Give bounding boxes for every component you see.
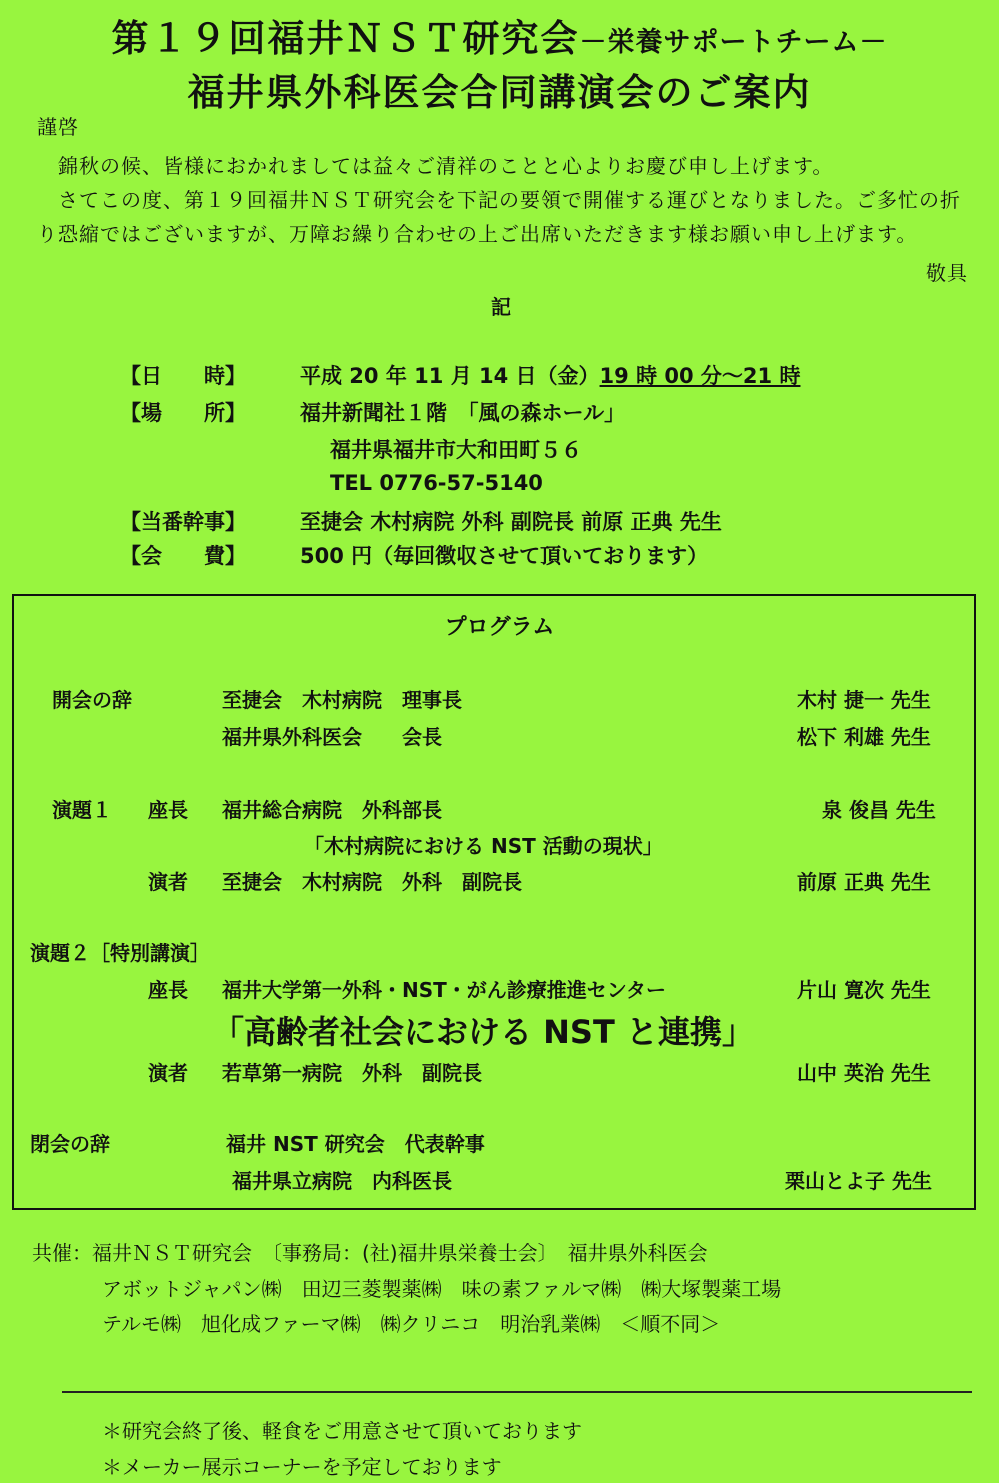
title-main: 第１９回福井ＮＳＴ研究会: [111, 17, 580, 60]
host-value: 至捷会 木村病院 外科 副院長 前原 正典 先生: [300, 510, 722, 534]
telephone: TEL 0776-57-5140: [330, 471, 543, 495]
program-heading: プログラム: [444, 615, 555, 640]
talk1-speaker-name: 前原 正典 先生: [797, 870, 931, 894]
letter-para-2-line-1: さてこの度、第１９回福井ＮＳＴ研究会を下記の要領で開催する運びとなりました。ご多忙の折: [58, 188, 961, 212]
host-label: 【当番幹事】: [120, 510, 246, 534]
place-value: 福井新聞社１階 「風の森ホール」: [300, 401, 626, 425]
place-label: 【場 所】: [120, 401, 246, 425]
greeting: 謹啓: [37, 115, 79, 139]
divider-line: [62, 1391, 972, 1393]
talk2-speaker-role: 演者: [148, 1061, 188, 1085]
opening-label: 開会の辞: [52, 688, 132, 712]
fee-value: 500 円（毎回徴収させて頂いております）: [300, 544, 709, 568]
note-2: ＊メーカー展示コーナーを予定しております: [102, 1455, 502, 1479]
closing-word: 敬具: [926, 261, 968, 285]
opening-aff-2: 福井県外科医会 会長: [222, 725, 442, 749]
sponsors-line-3: テルモ㈱ 旭化成ファーマ㈱ ㈱クリニコ 明治乳業㈱ ＜順不同＞: [102, 1312, 721, 1336]
talk1-chair-aff: 福井総合病院 外科部長: [222, 798, 442, 822]
datetime-label: 【日 時】: [120, 364, 246, 388]
address: 福井県福井市大和田町５６: [330, 438, 582, 462]
talk1-title: 「木村病院における NST 活動の現状」: [304, 834, 663, 858]
note-1: ＊研究会終了後、軽食をご用意させて頂いております: [102, 1419, 582, 1443]
sponsors-line-2: アボットジャパン㈱ 田辺三菱製薬㈱ 味の素ファルマ㈱ ㈱大塚製薬工場: [102, 1277, 782, 1301]
talk2-chair-aff: 福井大学第一外科・NST・がん診療推進センター: [222, 978, 666, 1002]
title-line-1: [0, 8, 999, 62]
talk2-chair-name: 片山 寛次 先生: [797, 978, 931, 1002]
opening-name-1: 木村 捷一 先生: [797, 688, 931, 712]
talk1-speaker-role: 演者: [148, 870, 188, 894]
datetime-value: [300, 360, 800, 390]
talk1-label: 演題１: [52, 798, 112, 822]
talk2-speaker-aff: 若草第一病院 外科 副院長: [222, 1061, 482, 1085]
talk1-speaker-aff: 至捷会 木村病院 外科 副院長: [222, 870, 522, 894]
closing-name-2: 栗山とよ子 先生: [785, 1169, 932, 1193]
talk2-title: 「高齢者社会における NST と連携」: [212, 1013, 754, 1051]
sponsors-line-1: 共催：福井ＮＳＴ研究会 〔事務局：(社)福井県栄養士会〕 福井県外科医会: [32, 1241, 708, 1265]
opening-name-2: 松下 利雄 先生: [797, 725, 931, 749]
letter-para-2-line-2: り恐縮ではございますが、万障お繰り合わせの上ご出席いただきます様お願い申し上げます。: [37, 222, 918, 246]
talk2-chair-role: 座長: [148, 978, 188, 1002]
fee-label: 【会 費】: [120, 544, 246, 568]
title-sub: －栄養サポートチーム－: [579, 27, 888, 58]
opening-aff-1: 至捷会 木村病院 理事長: [222, 688, 462, 712]
letter-para-1: 錦秋の候、皆様におかれましては益々ご清祥のことと心よりお慶び申し上げます。: [58, 154, 834, 178]
talk1-chair-role: 座長: [148, 798, 188, 822]
title-line-2: 福井県外科医会合同講演会のご案内: [187, 71, 812, 114]
datetime-date: 平成 20 年 11 月 14 日（金）: [300, 364, 600, 388]
ki-heading: 記: [491, 295, 512, 319]
closing-label: 閉会の辞: [30, 1132, 110, 1156]
closing-aff-2: 福井県立病院 内科医長: [232, 1169, 452, 1193]
talk2-label: 演題２［特別講演］: [30, 941, 210, 965]
datetime-time: 19 時 00 分～21 時: [599, 364, 801, 388]
talk1-chair-name: 泉 俊昌 先生: [822, 798, 936, 822]
closing-aff-1: 福井 NST 研究会 代表幹事: [226, 1132, 485, 1156]
talk2-speaker-name: 山中 英治 先生: [797, 1061, 931, 1085]
